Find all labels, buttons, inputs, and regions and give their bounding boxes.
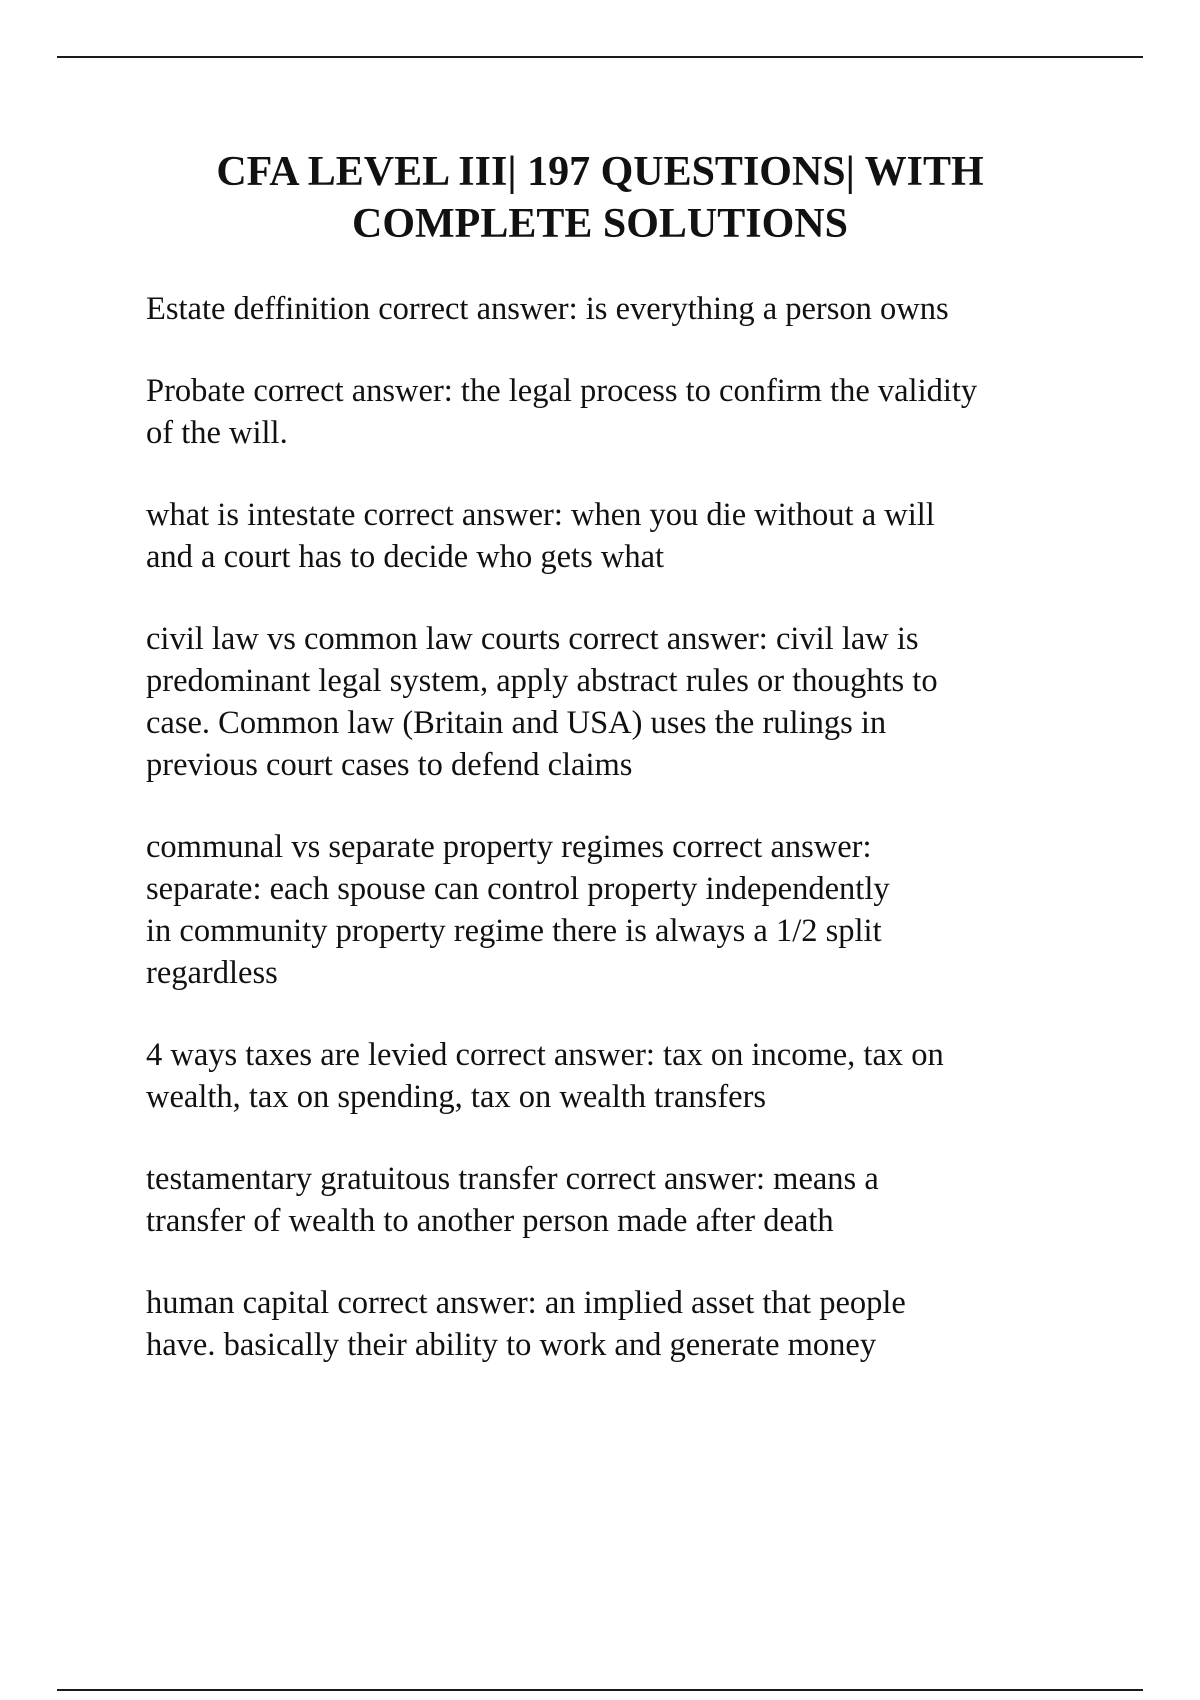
entry-line: Estate deffinition correct answer: is everything a person owns: [146, 291, 949, 327]
entry-line: of the will.: [146, 415, 288, 451]
entry-line: predominant legal system, apply abstract rules or thoughts to: [146, 663, 938, 699]
qa-entry-estate: [146, 288, 1156, 330]
document-title: [120, 146, 1080, 250]
qa-entry-property-regimes: [146, 826, 1156, 994]
entry-line: human capital correct answer: an implied asset that people: [146, 1285, 906, 1321]
entry-line: 4 ways taxes are levied correct answer: tax on income, tax on: [146, 1037, 944, 1073]
qa-entry-human-capital: [146, 1282, 1156, 1366]
entry-line: testamentary gratuitous transfer correct answer: means a: [146, 1161, 879, 1197]
entry-line: separate: each spouse can control property independently: [146, 871, 890, 907]
entry-line: have. basically their ability to work and generate money: [146, 1327, 877, 1363]
title-line: CFA LEVEL III| 197 QUESTIONS| WITH: [216, 149, 984, 195]
entry-line: what is intestate correct answer: when you die without a will: [146, 497, 935, 533]
entry-line: wealth, tax on spending, tax on wealth transfers: [146, 1079, 767, 1115]
qa-entry-probate: [146, 370, 1156, 454]
entry-line: civil law vs common law courts correct answer: civil law is: [146, 621, 919, 657]
entry-line: in community property regime there is always a 1/2 split: [146, 913, 882, 949]
title-line: COMPLETE SOLUTIONS: [352, 201, 848, 247]
footer-rule: [57, 1689, 1143, 1691]
qa-entry-testamentary-transfer: [146, 1158, 1156, 1242]
entry-line: communal vs separate property regimes correct answer:: [146, 829, 872, 865]
entry-line: previous court cases to defend claims: [146, 747, 633, 783]
qa-entry-taxes: [146, 1034, 1156, 1118]
entry-line: case. Common law (Britain and USA) uses the rulings in: [146, 705, 887, 741]
entry-line: regardless: [146, 955, 278, 991]
entry-line: and a court has to decide who gets what: [146, 539, 665, 575]
entry-line: Probate correct answer: the legal process to confirm the validity: [146, 373, 978, 409]
header-rule: [57, 56, 1143, 58]
qa-entry-civil-common-law: [146, 618, 1156, 786]
entry-line: transfer of wealth to another person made after death: [146, 1203, 834, 1239]
qa-entry-intestate: [146, 494, 1156, 578]
qa-list: [146, 288, 1156, 1406]
